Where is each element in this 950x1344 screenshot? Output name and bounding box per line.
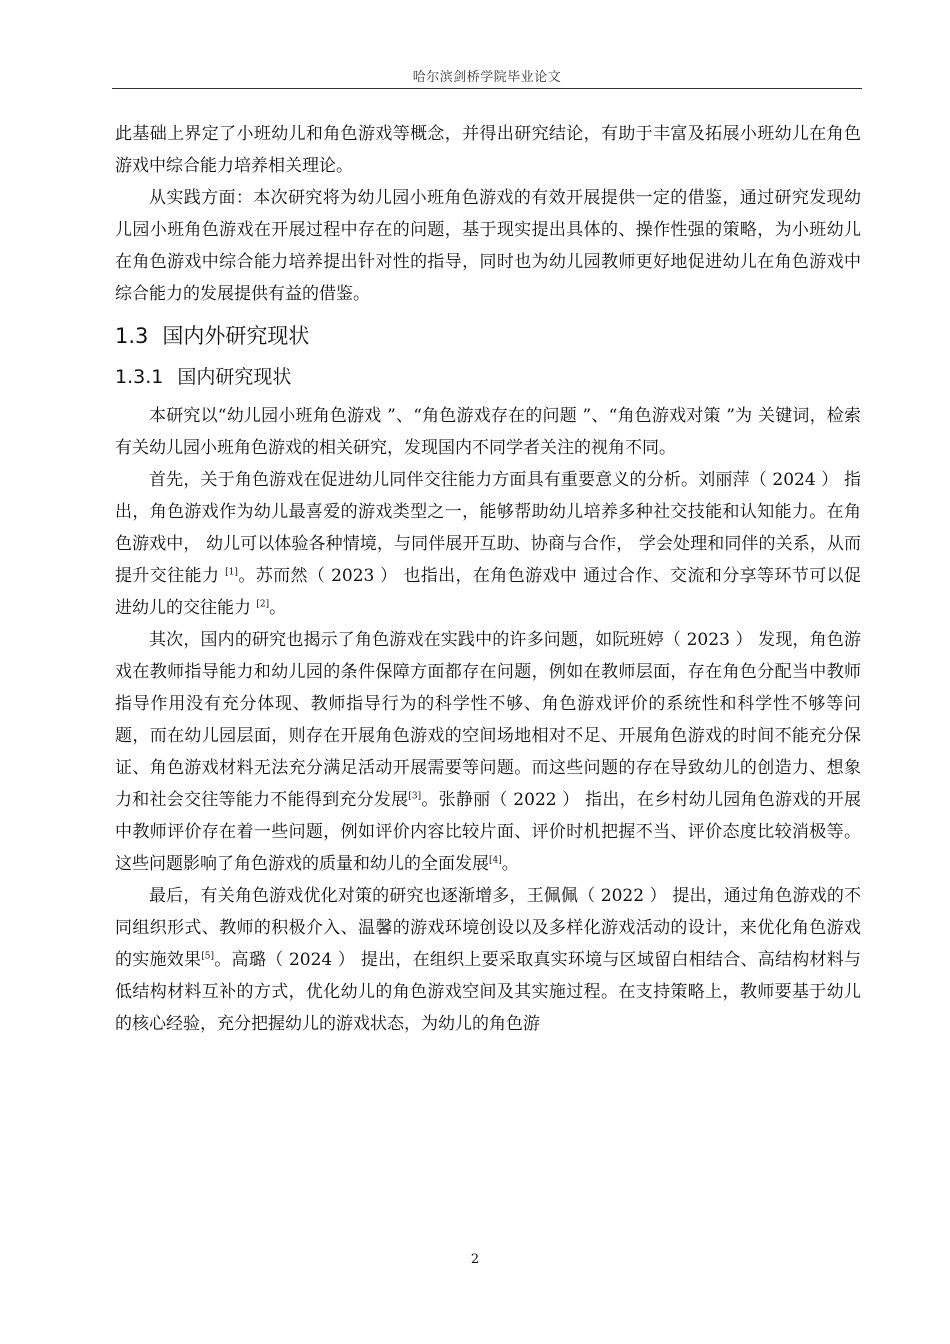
subsection-title: 国内研究现状 bbox=[177, 366, 292, 388]
text-run: 。苏而然（ 2023 ） 也指出，在角色游戏中 通过合作、交流和分享等环节可以促进幼儿的交往能力 bbox=[115, 566, 861, 618]
paragraph-practice-significance: 从实践方面：本次研究将为幼儿园小班角色游戏的有效开展提供一定的借鉴，通过研究发现幼儿园小班角色游戏在开展过程中存在的问题，基于现实提出具体的、操作性强的策略，为小班幼儿在角色游戏中综合能力培养提出针对性的指导，同时也为幼儿园教师更好地促进幼儿在角色游戏中综合能力的发展提供有益的借鉴。 bbox=[115, 188, 861, 304]
paragraph-continuation: 此基础上界定了小班幼儿和角色游戏等概念，并得出研究结论，有助于丰富及拓展小班幼儿在角色游戏中综合能力培养相关理论。 bbox=[115, 124, 861, 176]
running-header: 哈尔滨剑桥学院毕业论文 bbox=[412, 70, 562, 85]
page-body bbox=[115, 118, 861, 1040]
header-divider bbox=[112, 88, 862, 89]
text-run: 。高璐（ 2024 ） 提出，在组织上要采取真实环境与区域留白相结合、高结构材料与低结构材料互补的方式，优化幼儿的角色游戏空间及其实施过程。在支持策略上，教师要基于幼儿的核心经验，充分把握幼儿的游戏状态，为幼儿的角色游 bbox=[115, 950, 862, 1034]
citation-1: [1] bbox=[225, 567, 238, 578]
section-heading-1-3 bbox=[115, 318, 861, 354]
page-number: 2 bbox=[470, 1252, 480, 1267]
citation-2: [2] bbox=[256, 599, 270, 610]
section-title: 国内外研究现状 bbox=[162, 324, 310, 348]
text-run: 首先，关于角色游戏在促进幼儿同伴交往能力方面具有重要意义的分析。刘丽萍（ 2024 ） 指出，角色游戏作为幼儿最喜爱的游戏类型之一，能够帮助幼儿培养多种社交技能和认知能力。在角色游戏中， 幼儿可以体验各种情境，与同伴展开互助、协商与合作， 学会处理和同伴的关系，从而提升交往能力 bbox=[115, 470, 861, 586]
text-run: 其次，国内的研究也揭示了角色游戏在实践中的许多问题，如阮班婷（ 2023 ） 发现，角色游戏在教师指导能力和幼儿园的条件保障方面都存在问题，例如在教师层面，存在角色分配当中教师指导作用没有充分体现、教师指导行为的科学性不够、角色游戏评价的系统性和科学性不够等问题，而在幼儿园层面，则存在开展角色游戏的空间场地相对不足、开展角色游戏的时间不能充分保证、角色游戏材料无法充分满足活动开展需要等问题。而这些问题的存在导致幼儿的创造力、想象力和社会交往等能力不能得到充分发展 bbox=[115, 630, 861, 810]
text-run: 。张静丽（ 2022 ） 指出，在乡村幼儿园角色游戏的开展中教师评价存在着一些问题，例如评价内容比较片面、评价时机把握不当、评价态度比较消极等。这些问题影响了角色游戏的质量和幼儿的全面发展 bbox=[115, 790, 861, 874]
paragraph-optimization-strategies bbox=[115, 880, 861, 1040]
paragraph-peer-interaction bbox=[115, 464, 861, 624]
paragraph-practice-problems bbox=[115, 624, 861, 880]
citation-4: [4] bbox=[489, 855, 502, 866]
subsection-number: 1.3.1 bbox=[115, 366, 164, 388]
text-run: 。 bbox=[269, 598, 287, 618]
section-number: 1.3 bbox=[115, 324, 149, 348]
paragraph-keywords: 本研究以“幼儿园小班角色游戏 ”、“角色游戏存在的问题 ”、“角色游戏对策 ”为 关键词，检索有关幼儿园小班角色游戏的相关研究，发现国内不同学者关注的视角不同。 bbox=[115, 406, 861, 458]
subsection-heading-1-3-1 bbox=[115, 360, 861, 394]
citation-3: [3] bbox=[408, 791, 422, 802]
text-run: 最后，有关角色游戏优化对策的研究也逐渐增多，王佩佩（ 2022 ） 提出，通过角色游戏的不同组织形式、教师的积极介入、温馨的游戏环境创设以及多样化游戏活动的设计，来优化角色游戏的实施效果 bbox=[115, 886, 861, 970]
citation-5: [5] bbox=[201, 951, 215, 962]
text-run: 。 bbox=[501, 854, 519, 874]
